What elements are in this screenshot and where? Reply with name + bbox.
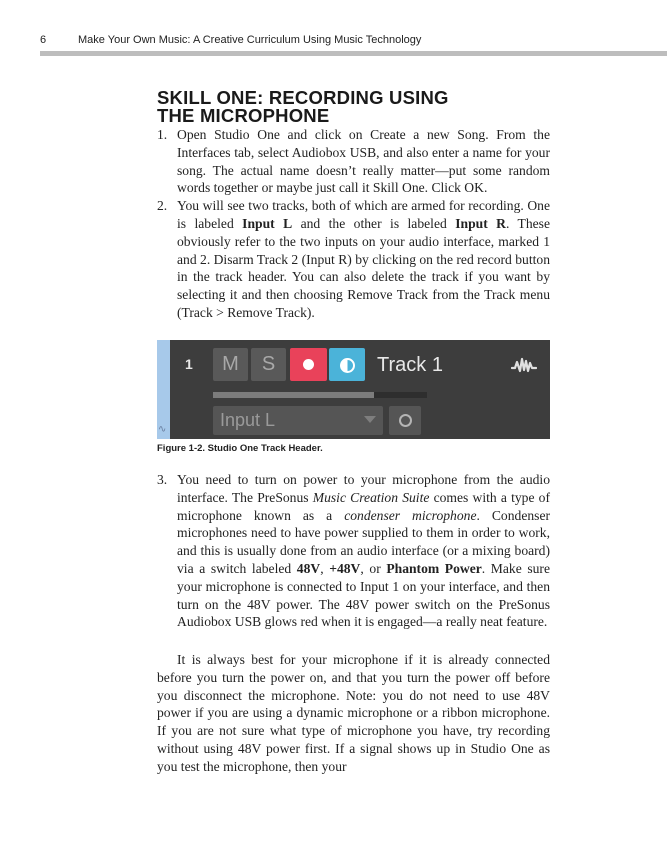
step-text: ,	[320, 560, 330, 576]
book-title: Make Your Own Music: A Creative Curriculum Using Music Technology	[78, 34, 422, 46]
term-phantom-power: Phantom Power	[386, 560, 482, 576]
solo-button[interactable]: S	[251, 348, 286, 381]
step-text-pre: You will see two tracks, both of which are armed for recording. One is labeled	[177, 198, 550, 231]
step-text: . Condenser microphones need to have power supplied to them in order to work, and this is usually done from an audio interface (or a mixing board) via a switch labeled	[177, 507, 550, 576]
list-item	[157, 126, 550, 197]
automation-icon: ∿	[158, 424, 167, 435]
step-text: comes with a type of microphone known as a	[177, 489, 551, 523]
term-48v: 48V	[296, 560, 321, 576]
header-rule	[40, 51, 667, 56]
section-title-line1: SKILL ONE: RECORDING USING	[157, 87, 449, 108]
step-text-mid: and the other is labeled	[292, 215, 456, 231]
term-plus48v: +48V	[329, 560, 361, 576]
body-paragraph: It is always best for your microphone if it is already connected before you turn the power on, and that you turn the power off before you disconnect the microphone. Note: you do not need to use 48V power if you are using a dynamic microphone or a ribbon microphone. If you are not sure what type of microphone you have, try recording without using 48V power first. If a signal shows up in Studio One as you test the microphone, then your	[157, 652, 550, 774]
volume-fader-fill	[213, 392, 374, 398]
input-r-term: Input R	[455, 215, 506, 231]
section-title-line2: THE MICROPHONE	[157, 105, 330, 126]
step-number: 2.	[157, 198, 168, 214]
running-head	[40, 33, 667, 49]
track-number: 1	[185, 356, 193, 372]
step-text: . Make sure your microphone is connected to Input 1 on your interface, and then turn on the 48V power. The 48V power switch on the PreSonus Audiobox USB glows red when it is engaged—a really neat feature.	[177, 560, 550, 630]
page-number: 6	[40, 34, 47, 46]
step-text-post: . These obviously refer to the two inputs on your audio interface, marked 1 and 2. Disarm Track 2 (Input R) by clicking on the red record button in the track header. You can also delete the track if you want by selecting it and then choosing Remove Track from the Track menu (Track > Remove Track).	[177, 215, 551, 320]
record-icon	[303, 359, 314, 370]
expand-circle-icon	[399, 414, 412, 427]
steps-list-bottom	[157, 471, 550, 631]
list-item	[157, 197, 550, 322]
step-number: 3.	[157, 472, 168, 487]
track-name[interactable]: Track 1	[377, 354, 443, 376]
expand-button[interactable]	[389, 406, 421, 435]
track-header-figure	[157, 340, 550, 439]
emphasis: Music Creation Suite	[312, 489, 430, 505]
step-number: 1.	[157, 127, 168, 142]
step-text: , or	[360, 560, 387, 576]
monitor-button[interactable]	[329, 348, 365, 381]
figure-caption: Figure 1-2. Studio One Track Header.	[157, 443, 323, 454]
volume-fader[interactable]	[213, 392, 427, 398]
track-color-strip	[157, 340, 170, 439]
emphasis: condenser microphone	[344, 507, 477, 523]
section-title	[157, 89, 517, 125]
waveform-icon[interactable]	[511, 356, 537, 374]
step-text: Open Studio One and click on Create a new Song. From the Interfaces tab, select Audiobox USB, and also enter a name for your song. The actual name doesn’t really matter—put some random words together or maybe just call it Skill One. Click OK.	[177, 127, 550, 196]
steps-list-top	[157, 126, 550, 322]
dropdown-arrow-icon	[364, 416, 376, 423]
input-select-label: Input L	[220, 410, 276, 430]
mute-button[interactable]: M	[213, 348, 248, 381]
input-l-term: Input L	[242, 215, 293, 231]
record-arm-button[interactable]	[290, 348, 327, 381]
step-text: You need to turn on power to your microphone from the audio interface. The PreSonus	[177, 472, 550, 505]
monitor-icon	[340, 358, 355, 373]
list-item	[157, 471, 550, 631]
input-select[interactable]	[213, 406, 383, 435]
